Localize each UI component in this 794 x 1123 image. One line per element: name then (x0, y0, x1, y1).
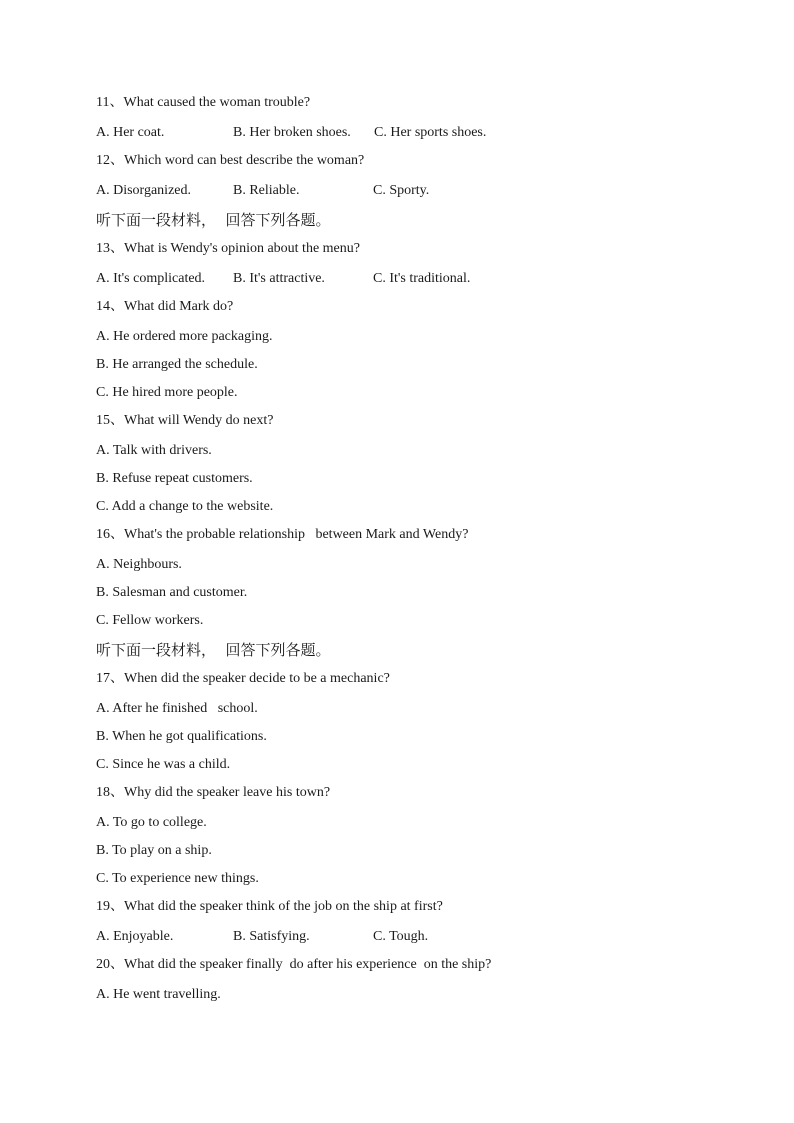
option-b: B. Salesman and customer. (96, 585, 248, 600)
question-15: 15、What will Wendy do next? (96, 413, 274, 428)
option-b: B. Reliable. (233, 183, 300, 198)
option-b: B. It's attractive. (233, 271, 325, 286)
question-16: 16、What's the probable relationship between Mark and Wendy? (96, 527, 469, 542)
section-instruction: 听下面一段材料， 回答下列各题。 (96, 641, 331, 659)
option-b: B. Her broken shoes. (233, 125, 351, 140)
option-b: B. To play on a ship. (96, 843, 212, 858)
section-instruction: 听下面一段材料， 回答下列各题。 (96, 211, 331, 229)
exam-page (96, 94, 736, 1014)
option-c: C. Add a change to the website. (96, 499, 274, 514)
question-20: 20、What did the speaker finally do after his experience on the ship? (96, 957, 492, 972)
option-c: C. To experience new things. (96, 871, 259, 886)
option-c: C. It's traditional. (373, 271, 471, 286)
question-11: 11、What caused the woman trouble? (96, 95, 311, 110)
option-c: C. Since he was a child. (96, 757, 231, 772)
question-12: 12、Which word can best describe the woman? (96, 153, 365, 168)
option-b: B. Satisfying. (233, 929, 310, 944)
question-19: 19、What did the speaker think of the job on the ship at first? (96, 899, 443, 914)
option-a: A. After he finished school. (96, 701, 258, 716)
option-a: A. Her coat. (96, 125, 165, 140)
option-c: C. Her sports shoes. (374, 125, 487, 140)
option-b: B. When he got qualifications. (96, 729, 267, 744)
option-c: C. Sporty. (373, 183, 430, 198)
option-a: A. Disorganized. (96, 183, 191, 198)
option-a: A. Talk with drivers. (96, 443, 212, 458)
options-row-13 (96, 270, 736, 288)
options-row-12 (96, 182, 736, 200)
question-17: 17、When did the speaker decide to be a mechanic? (96, 671, 390, 686)
option-c: C. He hired more people. (96, 385, 238, 400)
options-row-11 (96, 124, 736, 142)
option-b: B. He arranged the schedule. (96, 357, 258, 372)
option-a: A. It's complicated. (96, 271, 206, 286)
question-18: 18、Why did the speaker leave his town? (96, 785, 331, 800)
options-row-19 (96, 928, 736, 946)
question-13: 13、What is Wendy's opinion about the menu? (96, 241, 360, 256)
option-a: A. To go to college. (96, 815, 207, 830)
option-a: A. He went travelling. (96, 987, 221, 1002)
question-14: 14、What did Mark do? (96, 299, 234, 314)
option-a: A. Enjoyable. (96, 929, 174, 944)
option-b: B. Refuse repeat customers. (96, 471, 253, 486)
option-c: C. Tough. (373, 929, 429, 944)
option-a: A. Neighbours. (96, 557, 182, 572)
option-a: A. He ordered more packaging. (96, 329, 273, 344)
option-c: C. Fellow workers. (96, 613, 204, 628)
